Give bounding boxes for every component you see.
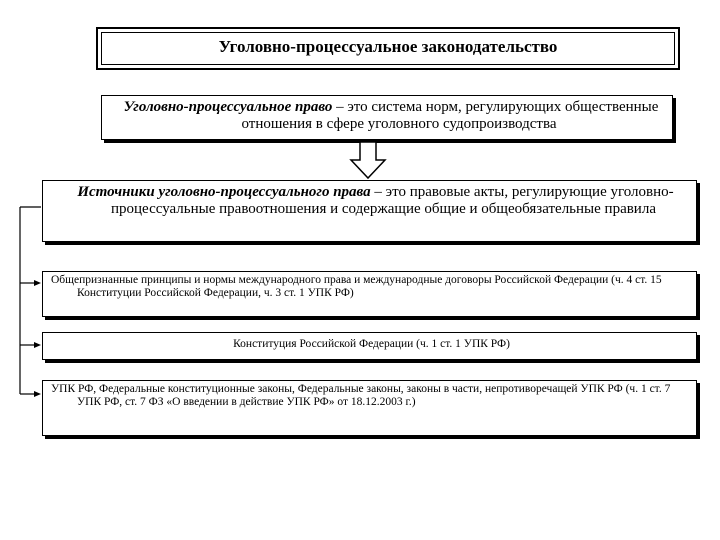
definition-text xyxy=(116,99,666,133)
sources-body: – это правовые акты, регулирующие уголовно-процессуальные правоотношения и содержащие общие и общеобязательные правила xyxy=(111,184,674,217)
source-item-laws xyxy=(42,380,697,436)
definition-body: – это система норм, регулирующих общественные отношения в сфере уголовного судопроизводства xyxy=(241,99,659,132)
diagram-title: Уголовно-процессуальное законодательство xyxy=(101,32,675,65)
down-arrow-icon xyxy=(351,142,385,178)
sources-box xyxy=(42,180,697,242)
arrow-head-icon xyxy=(34,342,41,348)
source-item-text: Общепризнанные принципы и нормы международного права и международные договоры Российской Федерации (ч. 4 ст. 15 Конституции Российской Федерации, ч. 3 ст. 1 УПК РФ) xyxy=(51,274,662,299)
title-box xyxy=(96,27,680,70)
arrow-head-icon xyxy=(34,391,41,397)
sources-text xyxy=(61,184,690,218)
definition-box xyxy=(101,95,673,140)
source-item-international xyxy=(42,271,697,317)
source-item-constitution xyxy=(42,332,697,360)
source-item-text: Конституция Российской Федерации (ч. 1 ст. 1 УПК РФ) xyxy=(233,338,510,350)
arrow-head-icon xyxy=(34,280,41,286)
source-item-text: УПК РФ, Федеральные конституционные законы, Федеральные законы, законы в части, непротиворечащей УПК РФ (ч. 1 ст. 7 УПК РФ, ст. 7 ФЗ «О введении в действие УПК РФ» от 18.12.2003 г.) xyxy=(51,383,671,408)
definition-term: Уголовно-процессуальное право xyxy=(123,99,333,115)
sources-term: Источники уголовно-процессуального права xyxy=(77,184,371,200)
